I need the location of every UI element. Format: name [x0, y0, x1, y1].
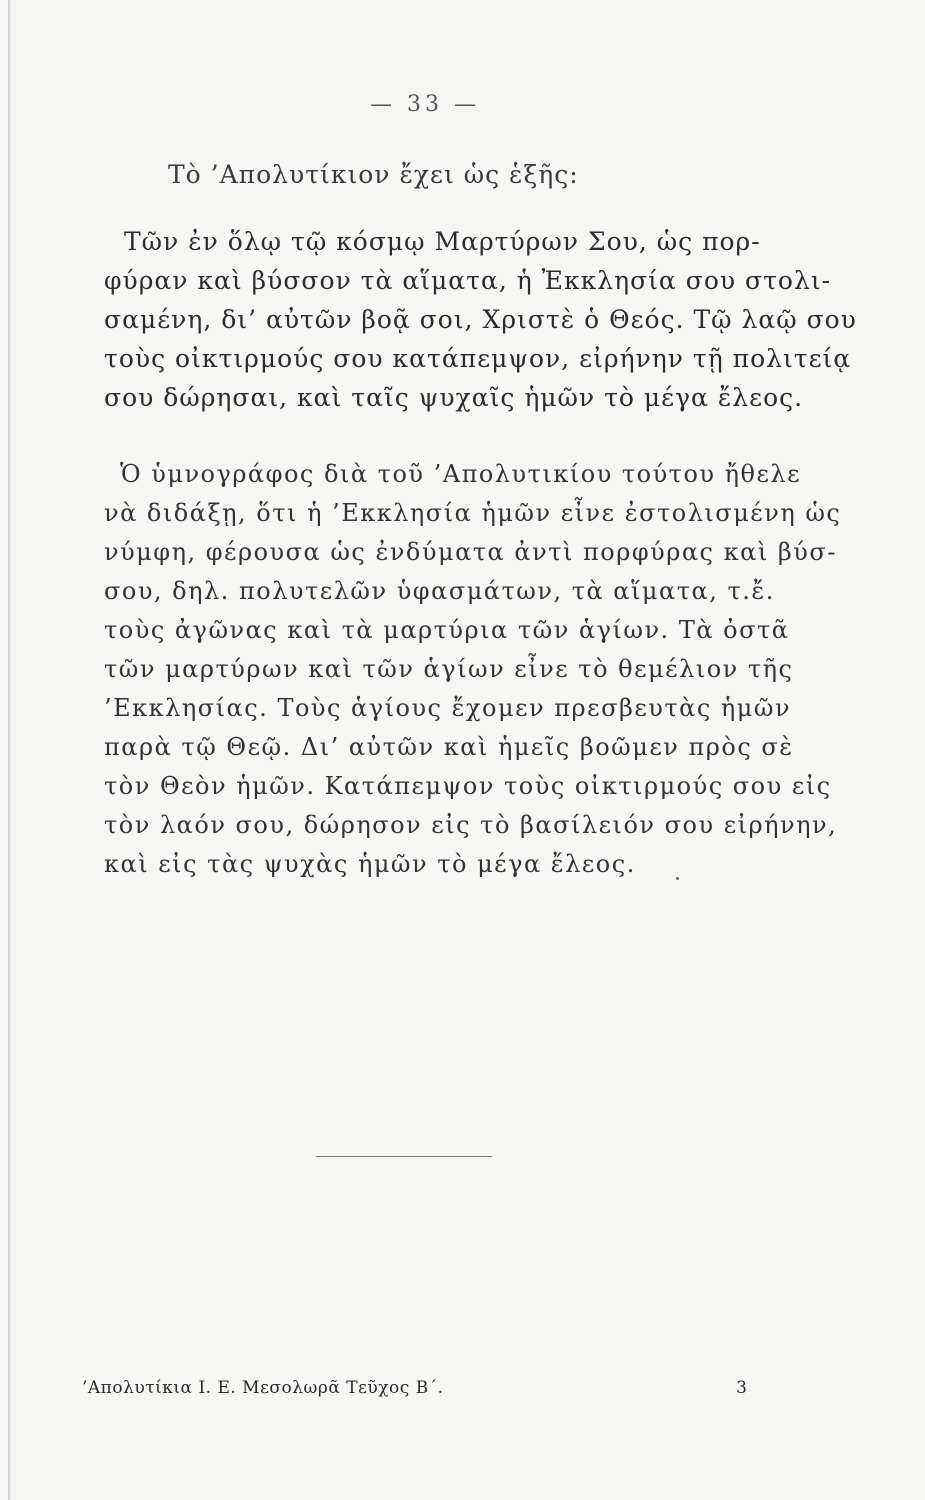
commentary-paragraph: [104, 455, 842, 884]
commentary-line: τοὺς ἀγῶνας καὶ τὰ μαρτύρια τῶν ἁγίων. Τὰ ὀστᾶ: [104, 616, 790, 644]
commentary-line: καὶ εἰς τὰς ψυχὰς ἡμῶν τὸ μέγα ἔλεος.: [104, 850, 636, 878]
page-number: — 33 —: [370, 92, 480, 117]
hymn-line: τοὺς οἰκτιρμούς σου κατάπεμψον, εἰρήνην τῇ πολιτείᾳ: [104, 344, 852, 373]
commentary-line: νύμφη, φέρουσα ὡς ἐνδύματα ἀντὶ πορφύρας καὶ βύσ-: [104, 538, 837, 566]
hymn-text: [104, 222, 857, 417]
commentary-line: τῶν μαρτύρων καὶ τῶν ἁγίων εἶνε τὸ θεμέλιον τῆς: [104, 655, 794, 683]
intro-heading: Τὸ ’Απολυτίκιον ἔχει ὡς ἑξῆς:: [168, 160, 579, 189]
commentary-line: σου, δηλ. πολυτελῶν ὑφασμάτων, τὰ αἵματα, τ.ἔ.: [104, 577, 775, 605]
commentary-line: παρὰ τῷ Θεῷ. Δι’ αὐτῶν καὶ ἡμεῖς βοῶμεν πρὸς σὲ: [104, 733, 794, 761]
commentary-line: τὸν λαόν σου, δώρησον εἰς τὸ βασίλειόν σου εἰρήνην,: [104, 811, 838, 839]
page-gutter-edge: [8, 0, 11, 1500]
print-speck: [676, 877, 679, 880]
commentary-line: Ὁ ὑμνογράφος διὰ τοῦ ’Απολυτικίου τούτου ἤθελε: [120, 460, 802, 488]
section-divider: [316, 1156, 492, 1157]
sheet-number: 3: [736, 1378, 747, 1398]
hymn-line: φύραν καὶ βύσσον τὰ αἵματα, ἡ Ἐκκλησία σου στολι-: [104, 266, 832, 295]
hymn-line: σου δώρησαι, καὶ ταῖς ψυχαῖς ἡμῶν τὸ μέγα ἔλεος.: [104, 383, 804, 412]
hymn-line: Τῶν ἐν ὅλῳ τῷ κόσμῳ Μαρτύρων Σου, ὡς πορ-: [124, 227, 761, 256]
commentary-line: ’Εκκλησίας. Τοὺς ἁγίους ἔχομεν πρεσβευτὰς ἡμῶν: [104, 694, 792, 722]
hymn-line: σαμένη, δι’ αὐτῶν βοᾷ σοι, Χριστὲ ὁ Θεός. Τῷ λαῷ σου: [104, 305, 857, 334]
commentary-line: τὸν Θεὸν ἡμῶν. Κατάπεμψον τοὺς οἰκτιρμούς σου εἰς: [104, 772, 832, 800]
commentary-line: νὰ διδάξῃ, ὅτι ἡ ’Εκκλησία ἡμῶν εἶνε ἐστολισμένη ὡς: [104, 499, 842, 527]
printer-signature: ’Απολυτίκια Ι. Ε. Μεσολωρᾶ Τεῦχος Β΄.: [82, 1378, 444, 1398]
